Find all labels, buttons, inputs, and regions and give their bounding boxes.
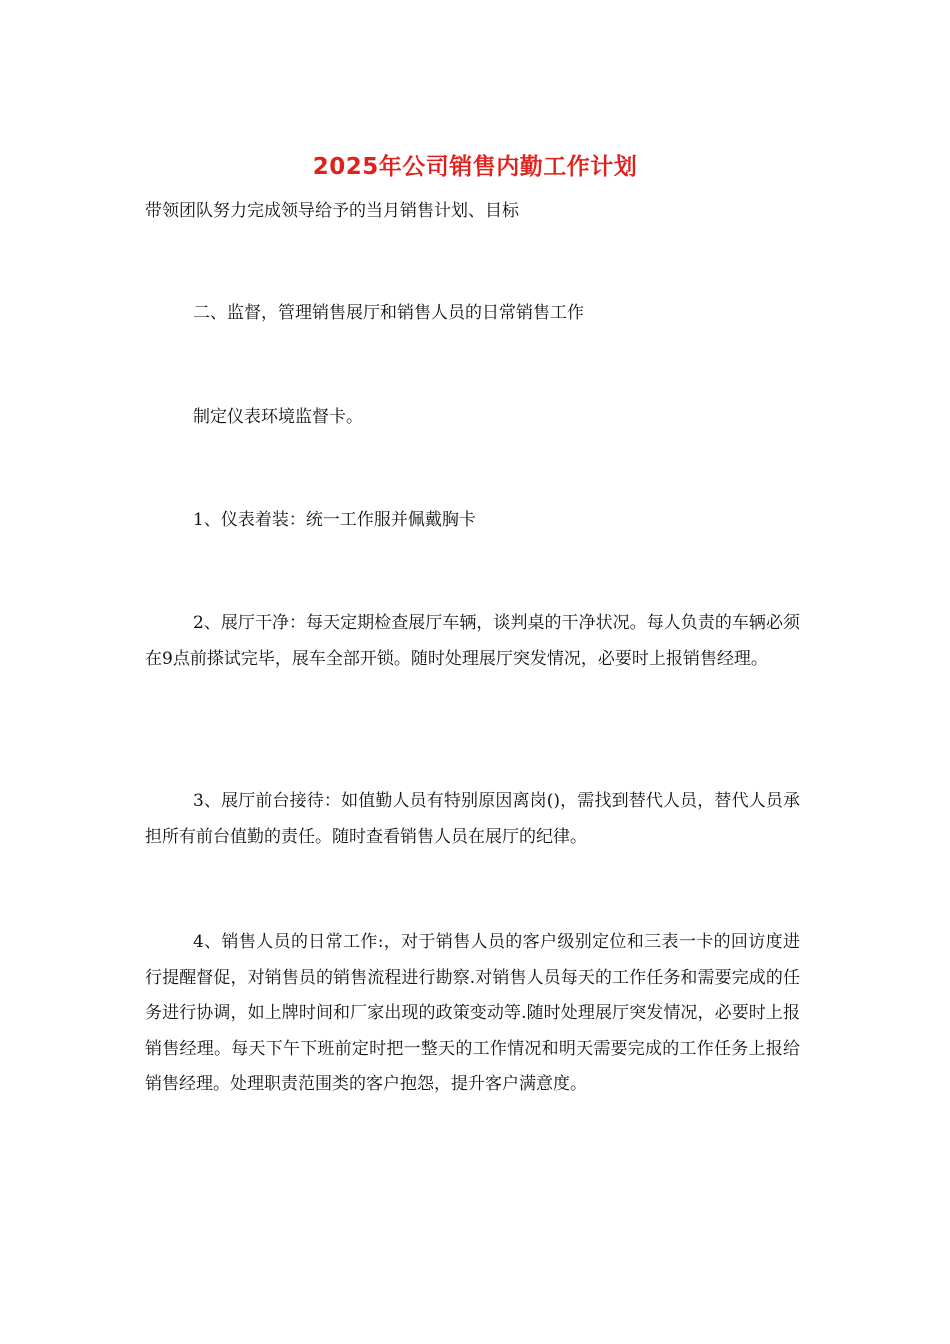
list-item-showroom-clean: 2、展厅干净：每天定期检查展厅车辆，谈判桌的干净状况。每人负责的车辆必须在9点前搽试完毕，展车全部开锁。随时处理展厅突发情况，必要时上报销售经理。 <box>145 613 800 669</box>
monitor-card-paragraph: 制定仪表环境监督卡。 <box>193 407 363 427</box>
document-title: 2025年公司销售内勤工作计划 <box>312 154 638 180</box>
list-item-daily-work: 4、销售人员的日常工作:，对于销售人员的客户级别定位和三表一卡的回访度进行提醒督促，对销售员的销售流程进行勘察.对销售人员每天的工作任务和需要完成的任务进行协调，如上牌时间和厂家出现的政策变动等.随时处理展厅突发情况，必要时上报销售经理。每天下午下班前定时把一整天的工作情况和明天需要完成的工作任务上报给销售经理。处理职责范围类的客户抱怨，提升客户满意度。 <box>145 932 800 1094</box>
list-item-front-desk: 3、展厅前台接待：如值勤人员有特别原因离岗()，需找到替代人员，替代人员承担所有前台值勤的责任。随时查看销售人员在展厅的纪律。 <box>145 791 800 847</box>
list-item-dress-code: 1、仪表着装：统一工作服并佩戴胸卡 <box>193 510 476 530</box>
intro-paragraph: 带领团队努力完成领导给予的当月销售计划、目标 <box>145 201 519 221</box>
section-two-heading: 二、监督，管理销售展厅和销售人员的日常销售工作 <box>193 303 584 323</box>
